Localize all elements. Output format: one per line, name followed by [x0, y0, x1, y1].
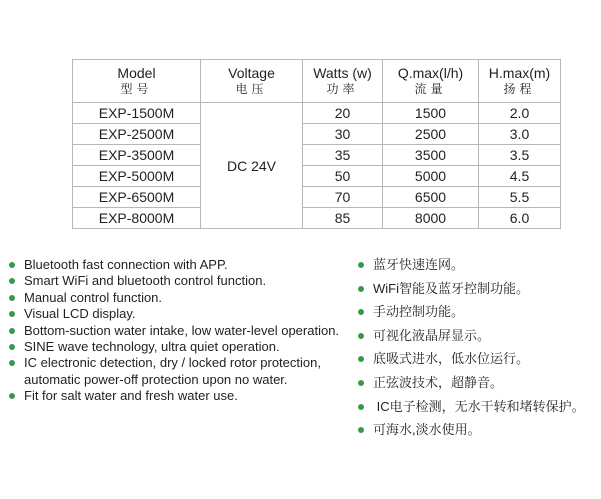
watts-cell: 20	[303, 103, 383, 124]
list-item	[358, 375, 598, 391]
watts-cell: 70	[303, 187, 383, 208]
header-watts-cn: 功率	[326, 82, 359, 96]
bullet-dot-icon	[358, 404, 364, 410]
feature-text: 正弦波技术，超静音。	[373, 374, 504, 390]
watts-cell: 50	[303, 166, 383, 187]
spec-table	[72, 59, 561, 229]
model-cell: EXP-1500M	[73, 103, 201, 124]
header-hmax-en: H.max(m)	[488, 65, 551, 81]
hmax-cell: 3.0	[479, 124, 561, 145]
header-qmax	[383, 60, 479, 103]
header-qmax-en: Q.max(l/h)	[397, 65, 464, 81]
watts-cell: 30	[303, 124, 383, 145]
list-item	[358, 351, 598, 367]
feature-text: 可视化液晶屏显示。	[373, 327, 491, 343]
qmax-cell: 6500	[383, 187, 479, 208]
feature-text: 蓝牙快速连网。	[373, 257, 465, 272]
header-watts	[303, 60, 383, 103]
table-row	[73, 208, 561, 229]
qmax-cell: 3500	[383, 145, 479, 166]
qmax-cell: 2500	[383, 124, 479, 145]
qmax-cell: 5000	[383, 166, 479, 187]
table-row	[73, 124, 561, 145]
table-row	[73, 103, 561, 124]
bullet-dot-icon	[358, 309, 364, 315]
header-qmax-cn: 流量	[414, 82, 447, 96]
list-item	[9, 273, 349, 289]
feature-text: SINE wave technology, ultra quiet operation.	[24, 339, 280, 355]
header-model-en: Model	[117, 65, 156, 81]
list-item	[9, 388, 349, 404]
list-item	[9, 339, 349, 355]
table-header-row	[73, 60, 561, 103]
watts-cell: 85	[303, 208, 383, 229]
watts-cell: 35	[303, 145, 383, 166]
list-item	[358, 257, 598, 273]
qmax-cell: 8000	[383, 208, 479, 229]
table-row	[73, 166, 561, 187]
bullet-dot-icon	[9, 393, 15, 399]
features-list-en	[9, 257, 349, 405]
bullet-dot-icon	[358, 427, 364, 433]
bullet-dot-icon	[9, 311, 15, 317]
list-item	[9, 257, 349, 273]
model-cell: EXP-5000M	[73, 166, 201, 187]
header-voltage	[201, 60, 303, 103]
feature-text: Bottom-suction water intake, low water-level operation.	[24, 322, 340, 338]
list-item	[358, 328, 598, 344]
feature-text: Visual LCD display.	[24, 306, 136, 322]
bullet-dot-icon	[358, 333, 364, 339]
hmax-cell: 4.5	[479, 166, 561, 187]
feature-text: IC电子检测，无水干转和堵转保护。	[373, 398, 585, 414]
bullet-dot-icon	[358, 380, 364, 386]
list-item	[9, 355, 349, 388]
list-item	[358, 422, 598, 438]
header-voltage-cn: 电压	[235, 82, 268, 96]
list-item	[358, 399, 598, 415]
feature-text: 底吸式进水，低水位运行。	[373, 351, 530, 367]
feature-text: 可海水,淡水使用。	[373, 422, 481, 438]
feature-text: 手动控制功能。	[373, 304, 465, 320]
list-item	[9, 290, 349, 306]
list-item	[358, 281, 598, 297]
list-item	[9, 323, 349, 339]
table-row	[73, 187, 561, 208]
bullet-dot-icon	[9, 262, 15, 268]
hmax-cell: 2.0	[479, 103, 561, 124]
feature-text: Manual control function.	[24, 289, 163, 305]
bullet-dot-icon	[358, 286, 364, 292]
header-model-cn: 型号	[120, 82, 153, 96]
feature-text: Fit for salt water and fresh water use.	[24, 388, 238, 404]
model-cell: EXP-6500M	[73, 187, 201, 208]
qmax-cell: 1500	[383, 103, 479, 124]
bullet-dot-icon	[9, 295, 15, 301]
list-item	[9, 306, 349, 322]
model-cell: EXP-8000M	[73, 208, 201, 229]
list-item	[358, 304, 598, 320]
bullet-dot-icon	[358, 356, 364, 362]
feature-text: Bluetooth fast connection with APP.	[24, 257, 228, 272]
bullet-dot-icon	[358, 262, 364, 268]
model-cell: EXP-3500M	[73, 145, 201, 166]
header-hmax	[479, 60, 561, 103]
feature-text: WiFi智能及蓝牙控制功能。	[373, 280, 529, 296]
header-hmax-cn: 扬程	[503, 82, 536, 96]
feature-text: IC electronic detection, dry / locked rotor protection, automatic power-off protection upon no water.	[24, 355, 321, 387]
hmax-cell: 5.5	[479, 187, 561, 208]
header-watts-en: Watts (w)	[313, 65, 372, 81]
header-model	[73, 60, 201, 103]
features-list-cn	[358, 257, 598, 446]
hmax-cell: 6.0	[479, 208, 561, 229]
hmax-cell: 3.5	[479, 145, 561, 166]
bullet-dot-icon	[9, 344, 15, 350]
bullet-dot-icon	[9, 328, 15, 334]
table-row	[73, 145, 561, 166]
bullet-dot-icon	[9, 278, 15, 284]
header-voltage-en: Voltage	[228, 65, 275, 81]
voltage-cell: DC 24V	[201, 103, 303, 229]
bullet-dot-icon	[9, 360, 15, 366]
model-cell: EXP-2500M	[73, 124, 201, 145]
feature-text: Smart WiFi and bluetooth control function.	[24, 273, 267, 289]
